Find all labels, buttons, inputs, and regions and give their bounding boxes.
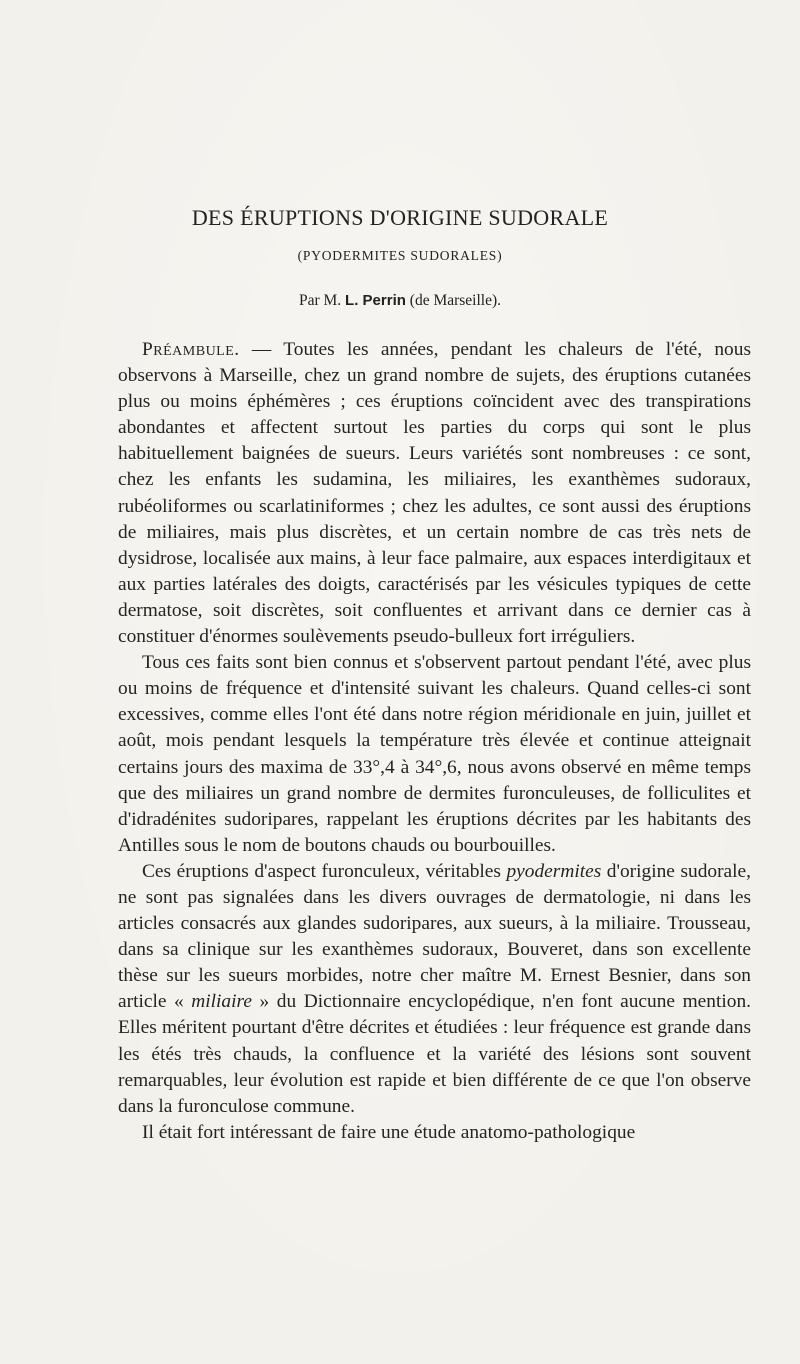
paragraph-1-text: — Toutes les années, pendant les chaleurs de l'été, nous observons à Marseille, chez un grand nombre de sujets, des éruptions cutanées plus ou moins éphémères ; ces éruptions coïncident avec des transpirations abondantes et affectent surtout les parties du corps qui sont le plus habituellement baignées de sueurs. Leurs variétés sont nombreuses : ce sont, chez les enfants les sudamina, les miliaires, les exanthèmes sudoraux, rubéoliformes ou scarlatiniformes ; chez les adultes, ce sont aussi des éruptions de miliaires, mais plus discrètes, et un certain nombre de cas très nets de dysidrose, localisée aux mains, à leur face palmaire, aux espaces interdigitaux et aux parties latérales des doigts, caractérisés par les vésicules typiques de cette dermatose, soit discrètes, soit confluentes et arrivant dans ce dernier cas à constituer d'énormes soulèvements pseudo-bulleux fort irréguliers. bbox=[118, 339, 751, 648]
author-prefix: Par M. bbox=[298, 292, 346, 309]
paragraph-2: Tous ces faits sont bien connus et s'observent partout pendant l'été, avec plus ou moins de fréquence et d'intensité suivant les chaleurs. Quand celles-ci sont excessives, comme elles l'ont été dans notre région méridionale en juin, juillet et août, mois pendant lesquels la température très élevée et continue atteignait certains jours des maxima de 33°,4 à 34°,6, nous avons observé en même temps que des miliaires un grand nombre de dermites furonculeuses, de folliculites et d'idradénites sudoripares, rappelant les éruptions décrites par les habitants des Antilles sous le nom de boutons chauds ou bourbouilles. bbox=[118, 652, 751, 856]
paragraph-4: Il était fort intéressant de faire une étude anatomo-pathologique bbox=[142, 1121, 636, 1143]
article-body bbox=[118, 337, 751, 1146]
paragraph-3 bbox=[118, 859, 751, 1120]
author-name: L. Perrin bbox=[345, 292, 406, 309]
paragraph-lead: Préambule. bbox=[142, 339, 240, 360]
article-title: DES ÉRUPTIONS D'ORIGINE SUDORALE bbox=[191, 205, 609, 230]
italic-term-miliaire: miliaire bbox=[191, 991, 252, 1013]
paragraph-3-text-a: Ces éruptions d'aspect furonculeux, véritables bbox=[142, 860, 507, 882]
paragraph-1 bbox=[118, 337, 751, 650]
article-subtitle: (PYODERMITES SUDORALES) bbox=[297, 248, 503, 263]
author-suffix: (de Marseille). bbox=[405, 292, 502, 309]
paragraph-3-text-c: » du Dictionnaire encyclopédique, n'en font aucune mention. Elles méritent pourtant d'être décrites et étudiées : leur fréquence est grande dans les étés très chauds, la confluence et la variété des lésions sont souvent remarquables, leur évolution est rapide et bien différente de ce que l'on observe dans la furonculose commune. bbox=[118, 991, 751, 1117]
author-line bbox=[0, 292, 800, 310]
paragraph-3-text-b: d'origine sudorale, ne sont pas signalées dans les divers ouvrages de dermatologie, ni dans les articles consacrés aux glandes sudoripares, aux sueurs, à la miliaire. Trousseau, dans sa clinique sur les exanthèmes sudoraux, Bouveret, dans son excellente thèse sur les sueurs morbides, notre cher maître M. Ernest Besnier, dans son article « bbox=[118, 860, 751, 1013]
italic-term-pyodermites: pyodermites bbox=[506, 860, 602, 882]
